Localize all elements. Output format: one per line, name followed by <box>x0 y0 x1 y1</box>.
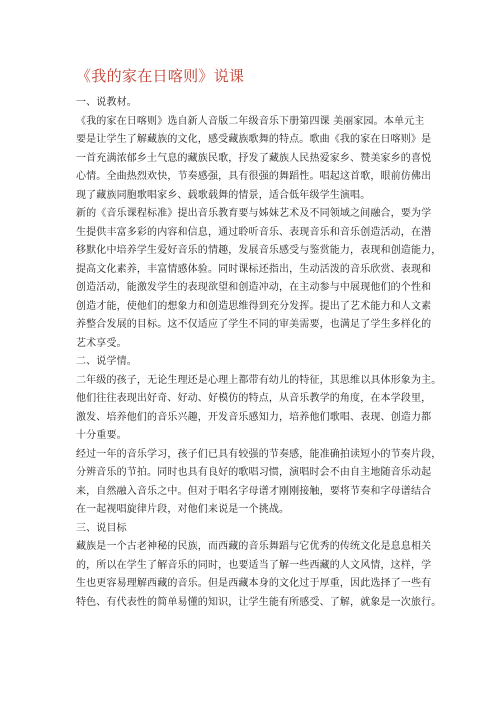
document-title: 《我的家在日喀则》说课 <box>76 67 245 85</box>
section-heading: 一、说教材。 <box>76 97 137 108</box>
text-line: 的，所以在学生了解音乐的同时，也要适当了解一些西藏的人文风情，这样，学 <box>76 559 432 571</box>
text-line: 《我的家在日喀则》选自新人音版二年级音乐下册第四课 美丽家园。本单元主 <box>76 115 425 127</box>
text-line: 十分重要。 <box>76 430 127 441</box>
text-line: 二年级的孩子，无论生理还是心理上都带有幼儿的特征，其思维以具体形象为主。 <box>76 374 442 386</box>
text-line: 艺术享受。 <box>76 337 127 349</box>
text-line: 在一起视唱旋律片段，对他们来说是一个挑战。 <box>76 504 290 515</box>
text-line: 来，自然融入音乐之中。但对于唱名字母谱才刚刚接触，要将节奏和字母谱结合 <box>76 485 432 497</box>
text-line: 要是让学生了解藏族的文化，感受藏族歌舞的特点。歌曲《我的家在日喀则》是 <box>76 134 432 145</box>
text-line: 藏族是一个古老神秘的民族，而西藏的音乐舞蹈与它优秀的传统文化是息息相关 <box>76 541 432 552</box>
text-line: 创造活动，能激发学生的表现欲望和创造冲动，在主动参与中展现他们的个性和 <box>76 282 432 293</box>
section-heading: 三、说目标 <box>76 522 127 534</box>
text-line: 特色、有代表性的简单易懂的知识，让学生能有所感受、了解，就象是一次旅行。 <box>76 596 442 608</box>
text-line: 他们往往表现出好奇、好动、好模仿的特点，从音乐教学的角度，在本学段里， <box>76 393 432 404</box>
document-body <box>76 94 442 612</box>
text-line: 激发、培养他们的音乐兴趣，开发音乐感知力，培养他们歌唱、表现、创造力都 <box>76 411 432 423</box>
text-line: 创造才能，使他们的想象力和创造思维得到充分发挥。提出了艺术能力和人文素 <box>76 300 432 312</box>
text-line: 生提供丰富多彩的内容和信息，通过聆听音乐、表现音乐和音乐创造活动，在潜 <box>76 226 432 238</box>
text-line: 养整合发展的目标。这不仅适应了学生不同的审美需要，也满足了学生多样化的 <box>76 319 432 330</box>
text-line: 提高文化素养，丰富情感体验。同时课标还指出，生动活泼的音乐欣赏、表现和 <box>76 263 432 275</box>
section-heading: 二、说学情。 <box>76 356 137 367</box>
text-line: 心情。全曲热烈欢快，节奏感强，具有很强的舞蹈性。唱起这首歌，眼前仿佛出 <box>76 171 432 182</box>
text-line: 移默化中培养学生爱好音乐的情趣，发展音乐感受与鉴赏能力，表现和创造能力， <box>76 245 442 256</box>
text-line: 生也更容易理解西藏的音乐。但是西藏本身的文化过于厚重，因此选择了一些有 <box>76 578 432 589</box>
text-line: 分辨音乐的节拍。同时也具有良好的歌唱习惯，演唱时会不由自主地随音乐动起 <box>76 467 432 478</box>
text-line: 新的《音乐课程标准》提出音乐教育要与姊妹艺术及不同领域之间融合，要为学 <box>76 208 432 219</box>
text-line: 经过一年的音乐学习，孩子们已具有较强的节奏感，能准确拍读短小的节奏片段， <box>76 448 442 460</box>
text-line: 现了藏族同胞歌唱家乡、载歌载舞的情景，适合低年级学生演唱。 <box>76 189 371 201</box>
text-line: 一首充满浓郁乡土气息的藏族民歌，抒发了藏族人民热爱家乡、赞美家乡的喜悦 <box>76 152 432 164</box>
